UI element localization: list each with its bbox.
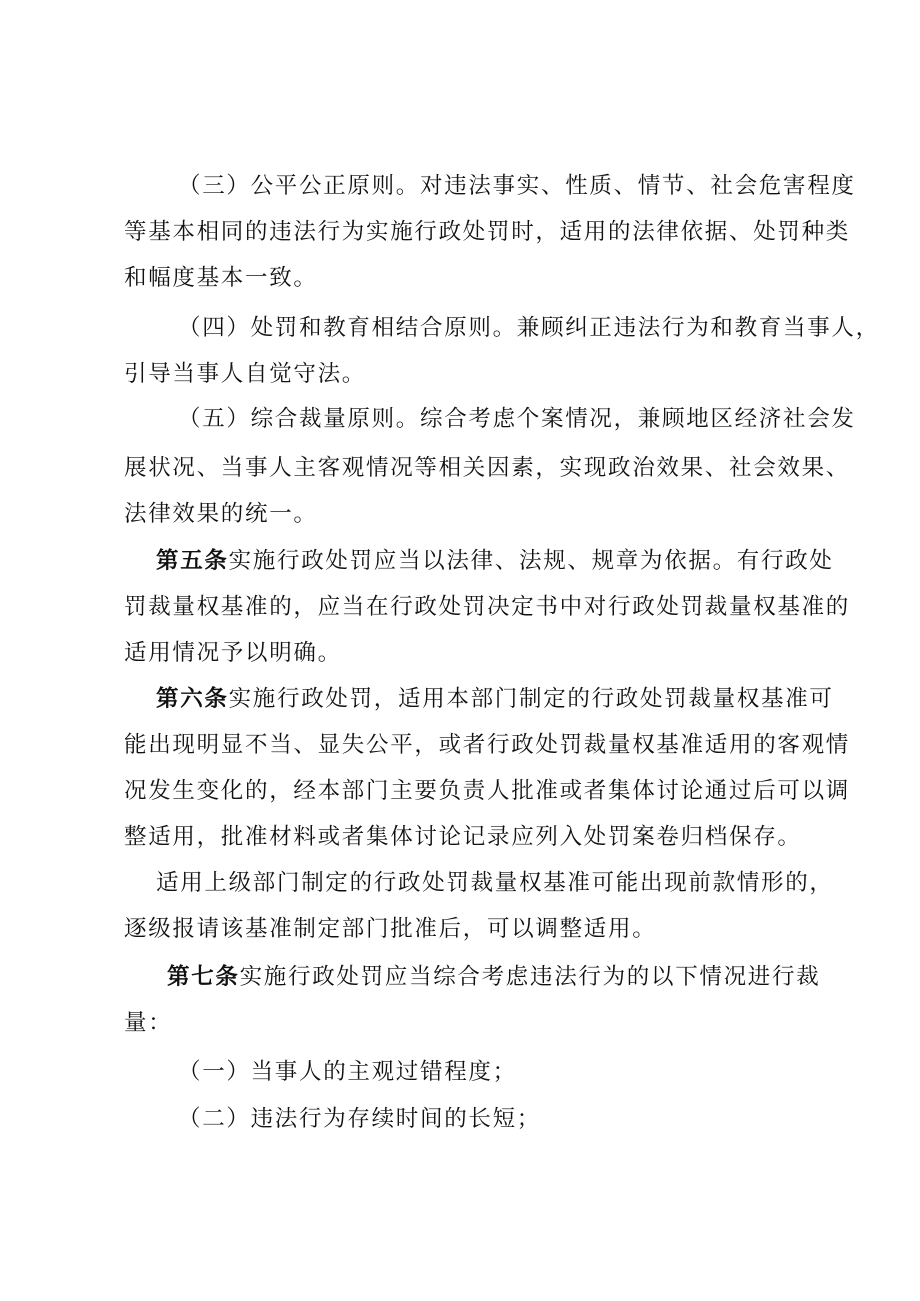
- para-superior-line-2: 逐级报请该基准制定部门批准后，可以调整适用。: [124, 916, 657, 942]
- para-4-line-1: （四）处罚和教育相结合原则。兼顾纠正违法行为和教育当事人，: [178, 315, 880, 341]
- para-5-line-2: 展状况、当事人主客观情况等相关因素，实现政治效果、社会效果、: [124, 455, 851, 481]
- article-5-line-3: 适用情况予以明确。: [124, 640, 342, 666]
- article-7-heading: 第七条: [167, 964, 240, 990]
- article-5-line-2: 罚裁量权基准的，应当在行政处罚决定书中对行政处罚裁量权基准的: [124, 594, 851, 620]
- para-3-line-3: 和幅度基本一致。: [124, 265, 318, 291]
- article-6-text: 实施行政处罚，适用本部门制定的行政处罚裁量权基准可: [228, 686, 834, 712]
- article-6-line-3: 况发生变化的，经本部门主要负责人批准或者集体讨论通过后可以调: [124, 778, 851, 804]
- article-7-line-2: 量：: [124, 1010, 173, 1036]
- para-5-line-3: 法律效果的统一。: [124, 501, 318, 527]
- article-7-text: 实施行政处罚应当综合考虑违法行为的以下情况进行裁: [239, 964, 821, 990]
- article-6-heading: 第六条: [156, 686, 229, 712]
- article-7-line-1: [167, 962, 820, 992]
- para-5-line-1: （五）综合裁量原则。综合考虑个案情况，兼顾地区经济社会发: [178, 406, 856, 432]
- article-6-line-1: [156, 684, 834, 714]
- article-5-heading: 第五条: [156, 548, 229, 574]
- article-6-line-2: 能出现明显不当、显失公平，或者行政处罚裁量权基准适用的客观情: [124, 732, 851, 758]
- para-4-line-2: 引导当事人自觉守法。: [124, 361, 367, 387]
- article-5-line-1: [156, 546, 834, 576]
- para-3-line-1: （三）公平公正原则。对违法事实、性质、情节、社会危害程度: [178, 173, 856, 199]
- item-1: （一）当事人的主观过错程度；: [178, 1059, 517, 1085]
- item-2: （二）违法行为存续时间的长短；: [178, 1106, 542, 1132]
- article-6-line-4: 整适用，批准材料或者集体讨论记录应列入处罚案卷归档保存。: [124, 824, 802, 850]
- para-3-line-2: 等基本相同的违法行为实施行政处罚时，适用的法律依据、处罚种类: [124, 219, 851, 245]
- article-5-text: 实施行政处罚应当以法律、法规、规章为依据。有行政处: [228, 548, 834, 574]
- para-superior-line-1: 适用上级部门制定的行政处罚裁量权基准可能出现前款情形的，: [156, 870, 834, 896]
